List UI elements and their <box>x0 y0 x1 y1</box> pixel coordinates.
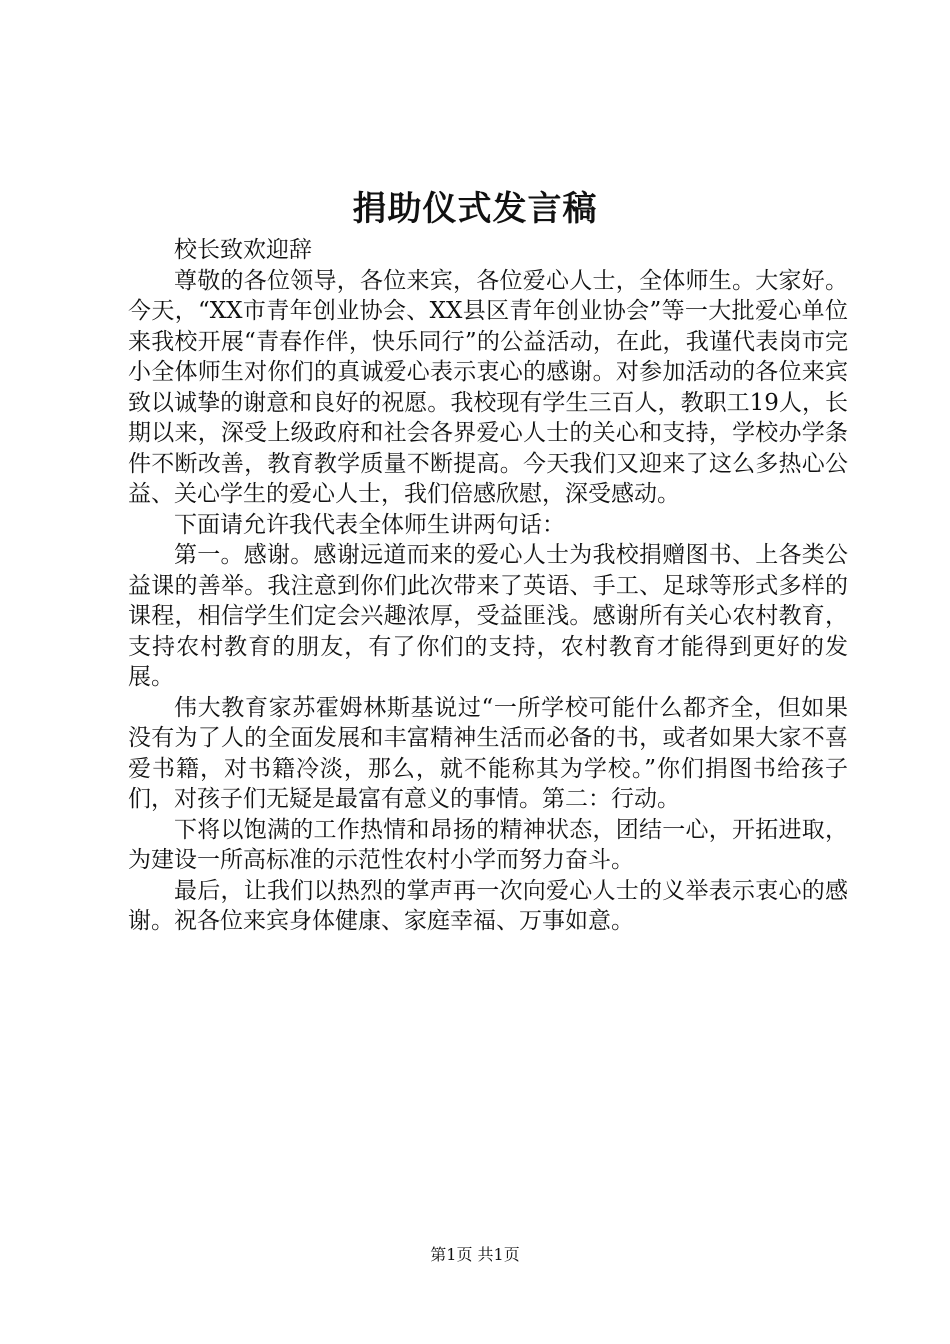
paragraph-quote: 伟大教育家苏霍姆林斯基说过“一所学校可能什么都齐全，但如果没有为了人的全面发展和丰富精神生活而必备的书，或者如果大家不喜爱书籍，对书籍冷淡，那么，就不能称其为学校。”你们捐图书给孩子们，对孩子们无疑是最富有意义的事情。第二：行动。 <box>128 694 848 812</box>
document-title: 捐助仪式发言稿 <box>352 189 598 229</box>
paragraph-action: 下将以饱满的工作热情和昂扬的精神状态，团结一心，开拓进取，为建设一所高标准的示范性农村小学而努力奋斗。 <box>128 816 848 873</box>
paragraph-thanks: 第一。感谢。感谢远道而来的爱心人士为我校捐赠图书、上各类公益课的善举。我注意到你们此次带来了英语、手工、足球等形式多样的课程，相信学生们定会兴趣浓厚，受益匪浅。感谢所有关心农村教育，支持农村教育的朋友，有了你们的支持，农村教育才能得到更好的发展。 <box>128 542 848 690</box>
paragraph-greeting: 尊敬的各位领导，各位来宾，各位爱心人士，全体师生。大家好。今天，“XX市青年创业协会、XX县区青年创业协会”等一大批爱心单位来我校开展“青春作伴，快乐同行”的公益活动，在此，我谨代表岗市完小全体师生对你们的真诚爱心表示衷心的感谢。对参加活动的各位来宾致以诚挚的谢意和良好的祝愿。我校现有学生三百人，教职工19人，长期以来，深受上级政府和社会各界爱心人士的关心和支持，学校办学条件不断改善，教育教学质量不断提高。今天我们又迎来了这么多热心公益、关心学生的爱心人士，我们倍感欣慰，深受感动。 <box>128 267 848 507</box>
paragraph-closing: 最后，让我们以热烈的掌声再一次向爱心人士的义举表示衷心的感谢。祝各位来宾身体健康、家庭幸福、万事如意。 <box>128 877 848 934</box>
paragraph-heading: 校长致欢迎辞 <box>174 237 312 263</box>
page-footer: 第1页 共1页 <box>430 1245 520 1264</box>
document-body <box>128 235 848 937</box>
paragraph-intro: 下面请允许我代表全体师生讲两句话： <box>174 511 565 538</box>
